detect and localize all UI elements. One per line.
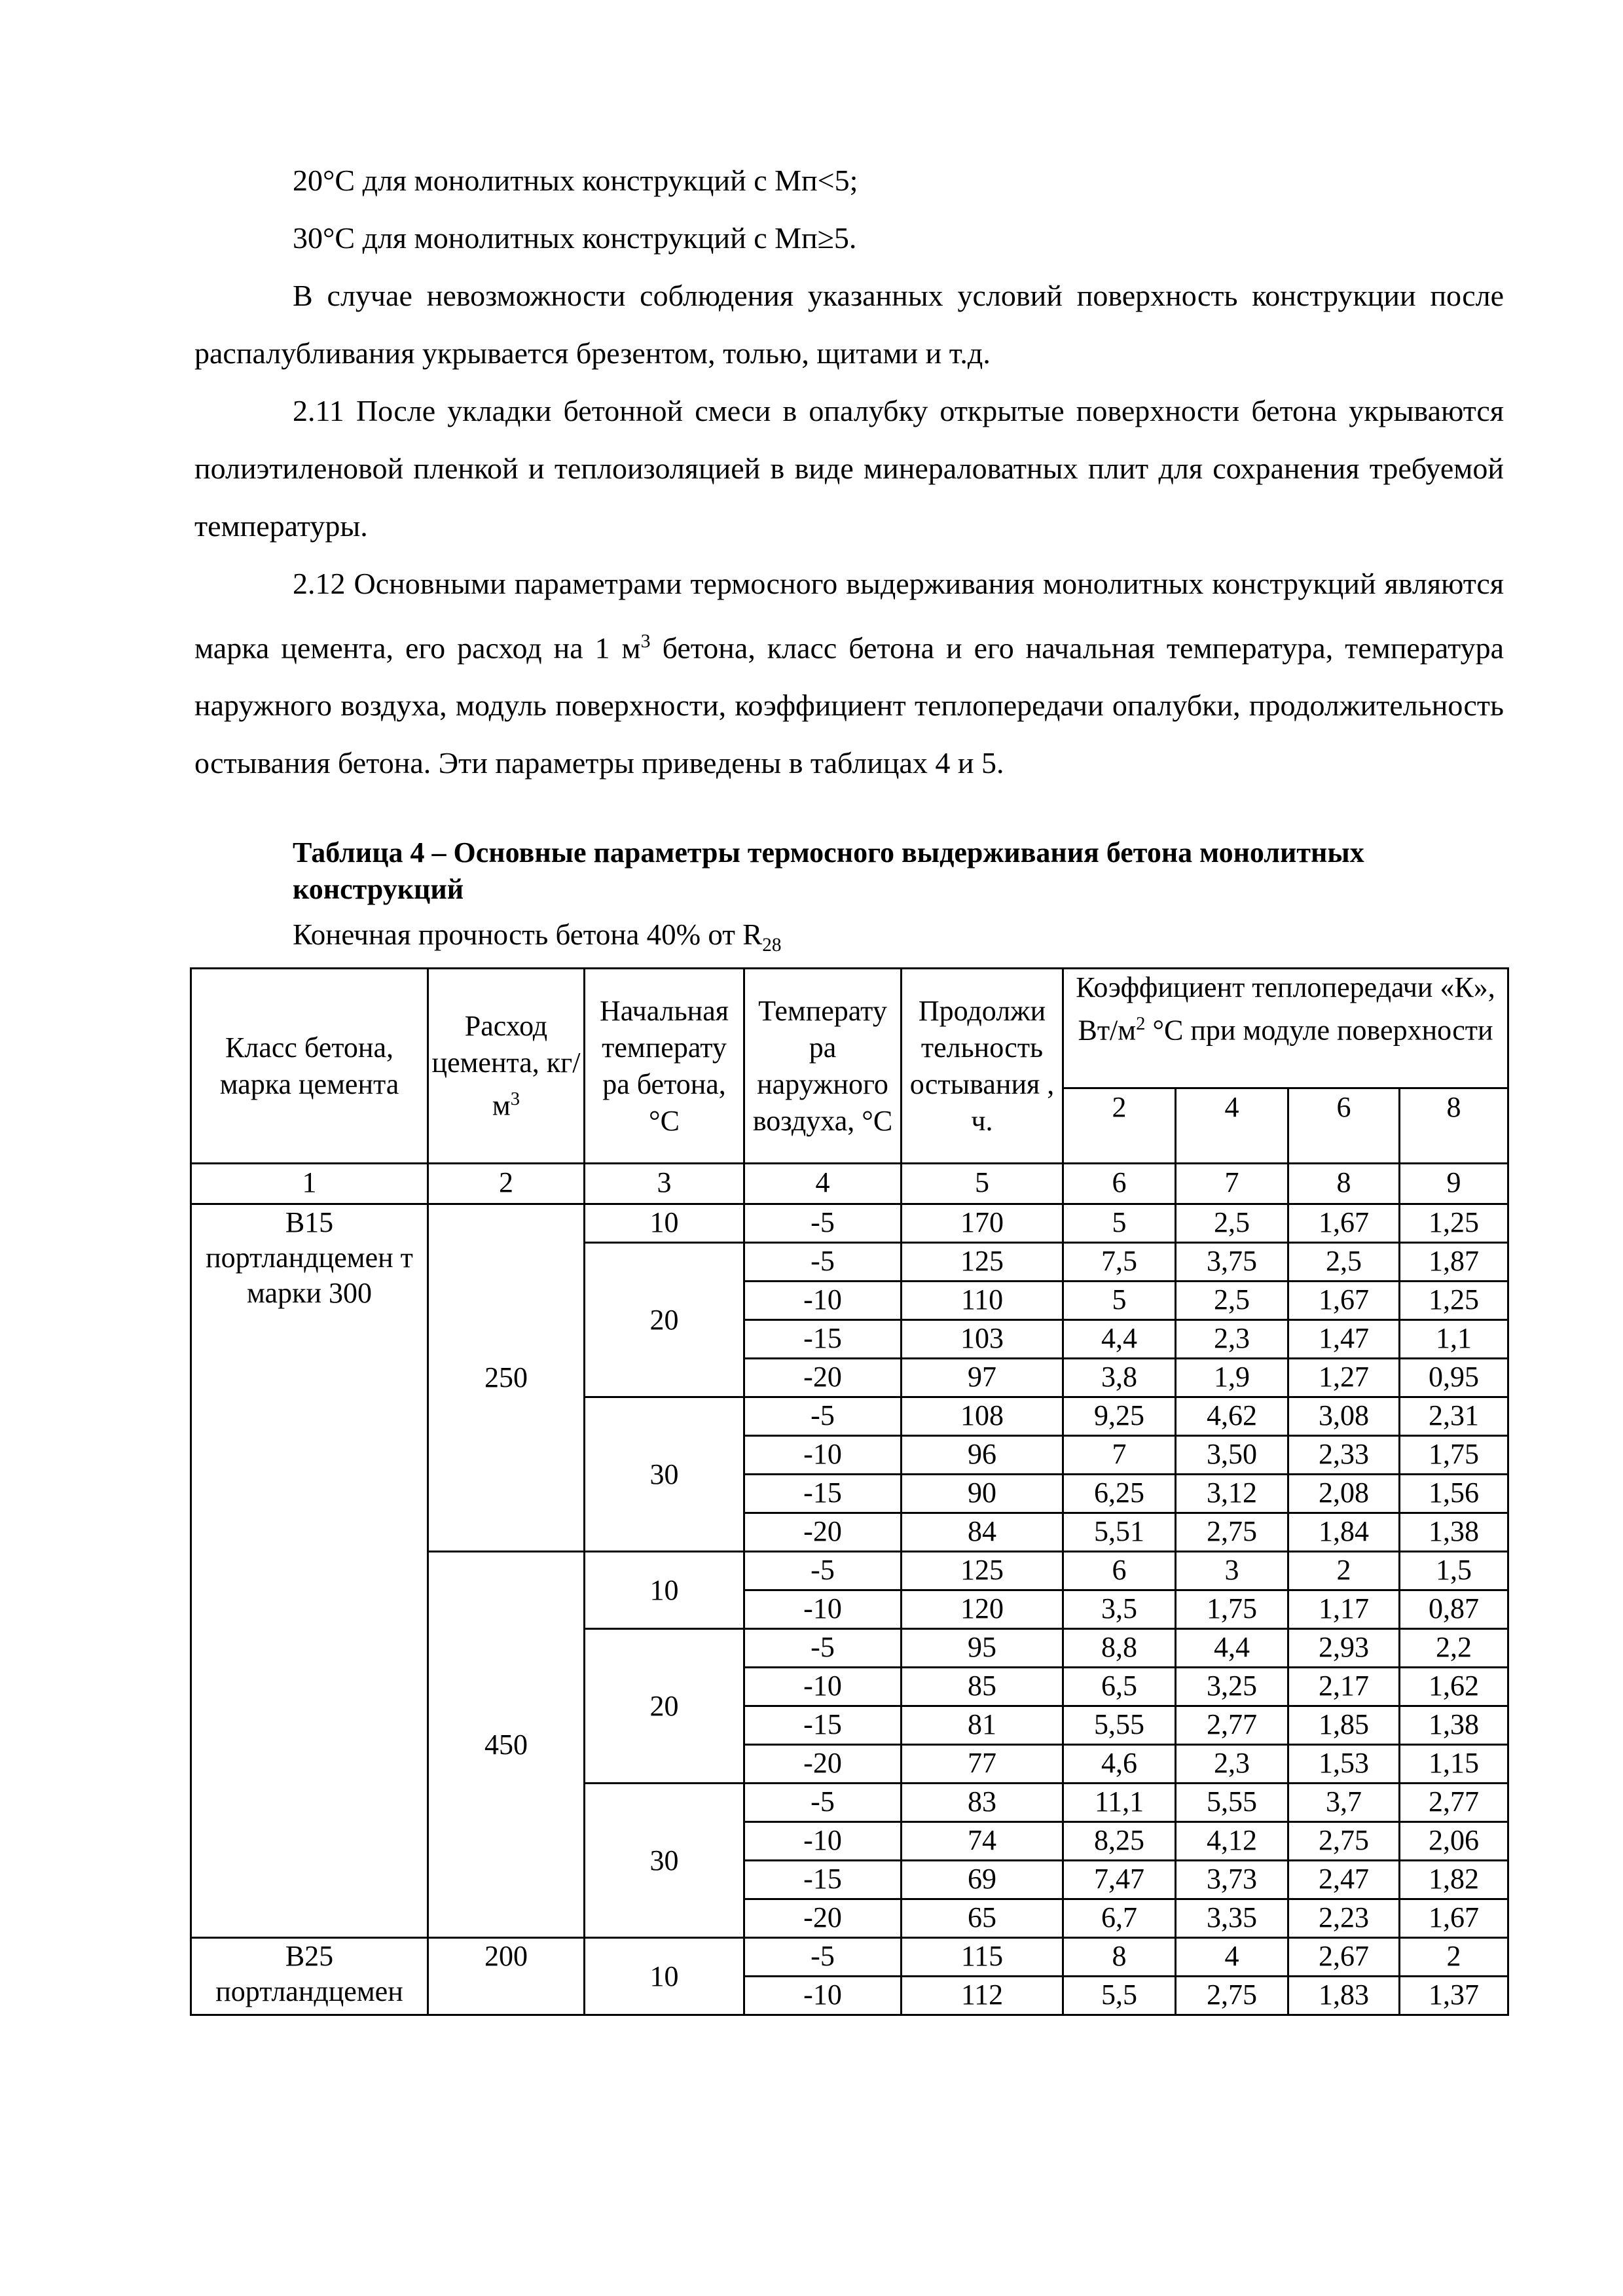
cell: 108 (902, 1397, 1063, 1436)
cell: 0,95 (1400, 1359, 1508, 1397)
cell: -5 (744, 1204, 902, 1243)
paragraph-2-11: 2.11 После укладки бетонной смеси в опалубку открытые поверхности бетона укрываются полиэтиленовой пленкой и теплоизоляцией в виде минераловатных плит для сохранения требуемой температуры. (194, 394, 1504, 543)
parameters-table (190, 967, 1509, 2016)
cell: 2,08 (1288, 1475, 1400, 1513)
cell: 2,33 (1288, 1436, 1400, 1475)
cell: 83 (902, 1784, 1063, 1822)
table-caption: Таблица 4 – Основные параметры термосного выдерживания бетона монолитных конструкций (293, 836, 1364, 905)
cell: 3,35 (1176, 1899, 1288, 1938)
cell: 1,87 (1400, 1243, 1508, 1282)
cell: -20 (744, 1513, 902, 1552)
cell: 103 (902, 1320, 1063, 1359)
cell: 1,38 (1400, 1513, 1508, 1552)
cell: 125 (902, 1243, 1063, 1282)
cell: -5 (744, 1552, 902, 1590)
cell-start-temp: 10 (585, 1552, 744, 1629)
cell: 4,4 (1063, 1320, 1176, 1359)
text-line-30c: 30°С для монолитных конструкций с Мп≥5. (293, 221, 857, 255)
cell: 2,31 (1400, 1397, 1508, 1436)
cell: 3,73 (1176, 1861, 1288, 1899)
cell: 8,25 (1063, 1822, 1176, 1861)
column-number: 8 (1288, 1164, 1400, 1204)
cell: 3,25 (1176, 1668, 1288, 1706)
cell: 81 (902, 1706, 1063, 1745)
cell: 1,1 (1400, 1320, 1508, 1359)
cell: 2,77 (1400, 1784, 1508, 1822)
cell: 1,25 (1400, 1204, 1508, 1243)
header-class: Класс бетона, марка цемента (191, 969, 428, 1164)
cell: 1,85 (1288, 1706, 1400, 1745)
cell: 1,56 (1400, 1475, 1508, 1513)
cell: 6,7 (1063, 1899, 1176, 1938)
cell: 3,12 (1176, 1475, 1288, 1513)
cell: 3,75 (1176, 1243, 1288, 1282)
cell: 5,5 (1063, 1977, 1176, 2015)
header-duration: Продолжи тельность остывания , ч. (902, 969, 1063, 1164)
column-number: 5 (902, 1164, 1063, 1204)
cell: 1,47 (1288, 1320, 1400, 1359)
header-module-2: 2 (1063, 1088, 1176, 1164)
cell: 1,82 (1400, 1861, 1508, 1899)
cell: 1,53 (1288, 1745, 1400, 1784)
cell: -10 (744, 1590, 902, 1629)
cell: 3,7 (1288, 1784, 1400, 1822)
cell: 77 (902, 1745, 1063, 1784)
column-numbers-row (191, 1164, 1508, 1204)
cell: 96 (902, 1436, 1063, 1475)
cell: 1,75 (1176, 1590, 1288, 1629)
text-line-20c: 20°С для монолитных конструкций с Мп<5; (293, 164, 858, 197)
cell: 7,5 (1063, 1243, 1176, 1282)
cell: 74 (902, 1822, 1063, 1861)
header-cement (428, 969, 585, 1164)
cell: 1,84 (1288, 1513, 1400, 1552)
cell: 1,27 (1288, 1359, 1400, 1397)
cell: 1,67 (1288, 1282, 1400, 1320)
cell: 5,55 (1176, 1784, 1288, 1822)
cell: 1,62 (1400, 1668, 1508, 1706)
cell: 1,15 (1400, 1745, 1508, 1784)
cell: 4,4 (1176, 1629, 1288, 1668)
header-cement-text: Расход цемента, кг/м (431, 1009, 581, 1122)
cell: 2,5 (1288, 1243, 1400, 1282)
cell: 1,25 (1400, 1282, 1508, 1320)
column-number: 3 (585, 1164, 744, 1204)
table-row (191, 1938, 1508, 1977)
cell-start-temp: 30 (585, 1784, 744, 1938)
cell-cement-250: 250 (428, 1204, 585, 1552)
cell: 85 (902, 1668, 1063, 1706)
cell-class-b15: В15 портландцемен т марки 300 (191, 1204, 428, 1938)
cell: 11,1 (1063, 1784, 1176, 1822)
cell: 65 (902, 1899, 1063, 1938)
cell: 5,55 (1063, 1706, 1176, 1745)
cell: -10 (744, 1436, 902, 1475)
cell: 9,25 (1063, 1397, 1176, 1436)
cell: 5,51 (1063, 1513, 1176, 1552)
cell: 115 (902, 1938, 1063, 1977)
cell: 90 (902, 1475, 1063, 1513)
cell: 2,77 (1176, 1706, 1288, 1745)
paragraph-uncovering: В случае невозможности соблюдения указанных условий поверхность конструкции после распалубливания укрывается брезентом, толью, щитами и т.д. (194, 279, 1504, 370)
cell: -20 (744, 1899, 902, 1938)
header-cement-sup: 3 (510, 1088, 520, 1109)
cell: 2,23 (1288, 1899, 1400, 1938)
cell: 1,67 (1400, 1899, 1508, 1938)
cell: 2,17 (1288, 1668, 1400, 1706)
cell: 2 (1400, 1938, 1508, 1977)
cell: 125 (902, 1552, 1063, 1590)
subscript-28: 28 (762, 935, 782, 956)
cell: 1,67 (1288, 1204, 1400, 1243)
cell: 3,5 (1063, 1590, 1176, 1629)
cell: -15 (744, 1706, 902, 1745)
cell: -15 (744, 1475, 902, 1513)
cell: 4,6 (1063, 1745, 1176, 1784)
cell: 2,5 (1176, 1282, 1288, 1320)
cell: -5 (744, 1938, 902, 1977)
cell: 2,3 (1176, 1320, 1288, 1359)
cell: 7,47 (1063, 1861, 1176, 1899)
cell: -15 (744, 1320, 902, 1359)
cell: -5 (744, 1397, 902, 1436)
cell: -10 (744, 1977, 902, 2015)
cell: 6,25 (1063, 1475, 1176, 1513)
column-number: 2 (428, 1164, 585, 1204)
cell: 0,87 (1400, 1590, 1508, 1629)
cell: 2,2 (1400, 1629, 1508, 1668)
cell-class-b25: В25 портландцемен (191, 1938, 428, 2015)
column-number: 4 (744, 1164, 902, 1204)
cell: 2,06 (1400, 1822, 1508, 1861)
cell: 3,50 (1176, 1436, 1288, 1475)
cell: 1,5 (1400, 1552, 1508, 1590)
table-row (191, 1204, 1508, 1243)
cell: 120 (902, 1590, 1063, 1629)
paragraph-2-12-part-b: бетона, класс бетона и его начальная температура, температура наружного воздуха, модуль поверхности, коэффициент теплопередачи опалубки, продолжительность остывания бетона. Эти параметры приведены в таблицах 4 и 5. (194, 631, 1504, 780)
cell: 84 (902, 1513, 1063, 1552)
cell: 2,75 (1176, 1977, 1288, 2015)
cell: 5 (1063, 1282, 1176, 1320)
cell: 7 (1063, 1436, 1176, 1475)
column-number: 9 (1400, 1164, 1508, 1204)
header-start-temp: Начальная температу ра бетона, °С (585, 969, 744, 1164)
cell: 2,75 (1176, 1513, 1288, 1552)
cell: 2,3 (1176, 1745, 1288, 1784)
column-number: 7 (1176, 1164, 1288, 1204)
cell: 6,5 (1063, 1668, 1176, 1706)
cell-start-temp: 10 (585, 1204, 744, 1243)
superscript-3: 3 (640, 630, 651, 652)
cell: 1,83 (1288, 1977, 1400, 2015)
cell-start-temp: 30 (585, 1397, 744, 1552)
subcaption-text: Конечная прочность бетона 40% от R (293, 918, 763, 951)
cell: 1,75 (1400, 1436, 1508, 1475)
cell: 1,17 (1288, 1590, 1400, 1629)
cell: -5 (744, 1629, 902, 1668)
cell-start-temp: 10 (585, 1938, 744, 2015)
cell: 2,47 (1288, 1861, 1400, 1899)
cell: 2,93 (1288, 1629, 1400, 1668)
cell: 4,62 (1176, 1397, 1288, 1436)
cell: 3 (1176, 1552, 1288, 1590)
cell: 110 (902, 1282, 1063, 1320)
table-subcaption (293, 915, 781, 965)
cell: 97 (902, 1359, 1063, 1397)
paragraph-2-12 (194, 555, 1504, 792)
cell: -5 (744, 1243, 902, 1282)
cell: 4,12 (1176, 1822, 1288, 1861)
column-number: 1 (191, 1164, 428, 1204)
cell: -10 (744, 1668, 902, 1706)
cell: 1,9 (1176, 1359, 1288, 1397)
cell: 8,8 (1063, 1629, 1176, 1668)
paragraph-2-12-part-a: 2.12 Основными параметрами термосного выдерживания монолитных конструкций являются марка цемента, его расход на 1 м (194, 567, 1504, 665)
cell: 2,5 (1176, 1204, 1288, 1243)
header-coef-sup: 2 (1136, 1014, 1146, 1034)
cell-cement-450: 450 (428, 1552, 585, 1938)
cell: 8 (1063, 1938, 1176, 1977)
cell: 3,8 (1063, 1359, 1176, 1397)
cell: 3,08 (1288, 1397, 1400, 1436)
cell: -10 (744, 1282, 902, 1320)
cell: 1,37 (1400, 1977, 1508, 2015)
cell: 95 (902, 1629, 1063, 1668)
cell: 2 (1288, 1552, 1400, 1590)
cell-start-temp: 20 (585, 1243, 744, 1397)
cell-cement-200: 200 (428, 1938, 585, 2015)
cell: -5 (744, 1784, 902, 1822)
header-module-8: 8 (1400, 1088, 1508, 1164)
cell: -20 (744, 1745, 902, 1784)
cell: 5 (1063, 1204, 1176, 1243)
cell-start-temp: 20 (585, 1629, 744, 1784)
cell: 1,38 (1400, 1706, 1508, 1745)
cell: 69 (902, 1861, 1063, 1899)
header-coef-text-a: Коэффициент теплопередачи «К», Вт/м (1076, 971, 1495, 1047)
column-number: 6 (1063, 1164, 1176, 1204)
header-module-4: 4 (1176, 1088, 1288, 1164)
header-coefficient (1063, 969, 1508, 1088)
cell: 170 (902, 1204, 1063, 1243)
header-coef-text-b: °С при модуле поверхности (1145, 1014, 1493, 1047)
cell: 112 (902, 1977, 1063, 2015)
cell: 2,75 (1288, 1822, 1400, 1861)
cell: -20 (744, 1359, 902, 1397)
cell: 2,67 (1288, 1938, 1400, 1977)
cell: 6 (1063, 1552, 1176, 1590)
header-module-6: 6 (1288, 1088, 1400, 1164)
cell: -15 (744, 1861, 902, 1899)
cell: 4 (1176, 1938, 1288, 1977)
cell: -10 (744, 1822, 902, 1861)
header-air-temp: Температу ра наружного воздуха, °С (744, 969, 902, 1164)
